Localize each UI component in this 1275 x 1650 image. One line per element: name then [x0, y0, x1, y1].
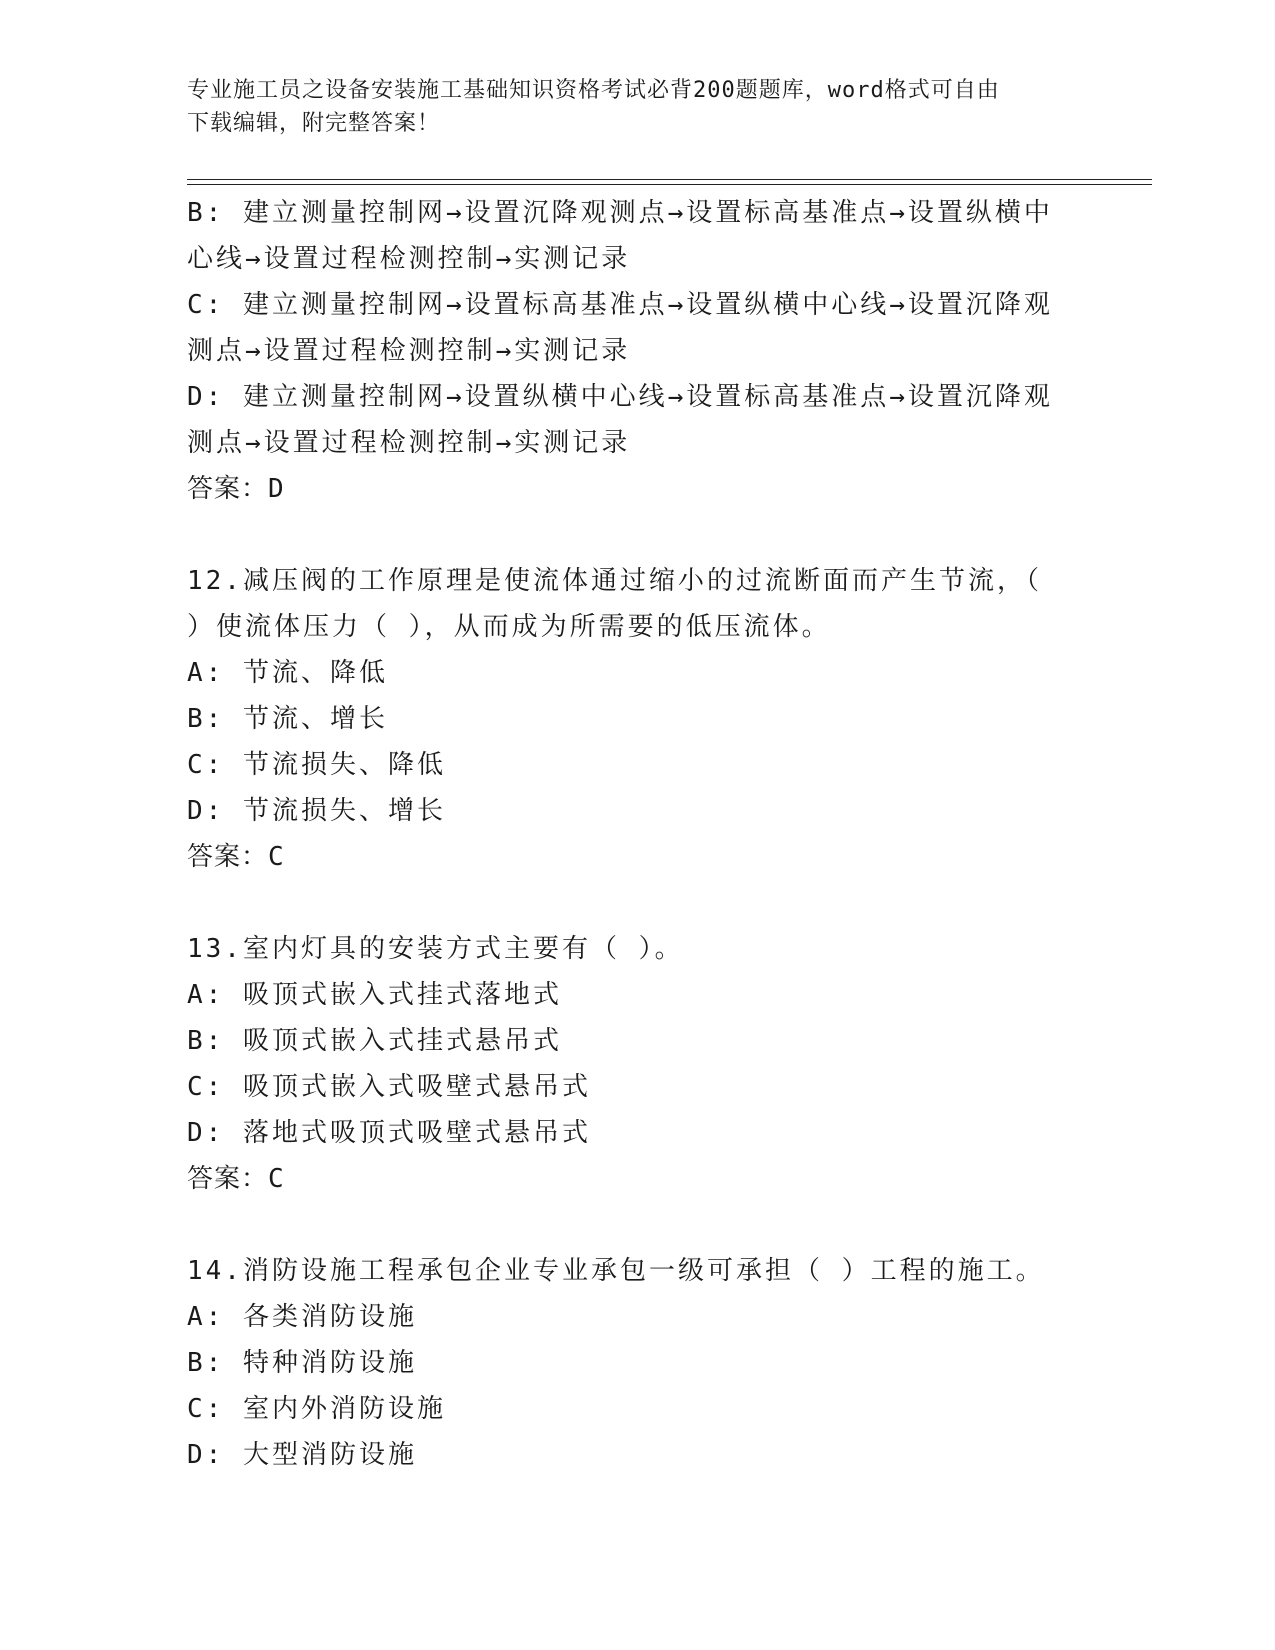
q13-option-b: B: 吸顶式嵌入式挂式悬吊式 [187, 1026, 562, 1056]
q12-option-c: C: 节流损失、降低 [187, 750, 446, 780]
q14-option-b: B: 特种消防设施 [187, 1348, 417, 1378]
spacer [187, 1202, 1087, 1248]
header-line-1: 专业施工员之设备安装施工基础知识资格考试必背200题题库，word格式可自由 [187, 78, 1000, 103]
header-rule-bottom [187, 184, 1152, 185]
q11-option-d-line-1: D: 建立测量控制网→设置纵横中心线→设置标高基准点→设置沉降观 [187, 382, 1053, 412]
q12-stem-line-2: ）使流体压力（ ），从而成为所需要的低压流体。 [187, 612, 831, 642]
q14-stem: 14.消防设施工程承包企业专业承包一级可承担（ ）工程的施工。 [187, 1256, 1045, 1286]
q13-answer: 答案：C [187, 1164, 285, 1194]
question-14 [187, 1248, 1087, 1478]
header-rule-top [187, 179, 1152, 180]
q14-option-a: A: 各类消防设施 [187, 1302, 417, 1332]
spacer [187, 880, 1087, 926]
document-header [187, 74, 1087, 140]
question-content [187, 190, 1087, 1478]
q12-option-a: A: 节流、降低 [187, 658, 388, 688]
q11-option-b-line-1: B: 建立测量控制网→设置沉降观测点→设置标高基准点→设置纵横中 [187, 198, 1053, 228]
q13-option-c: C: 吸顶式嵌入式吸壁式悬吊式 [187, 1072, 591, 1102]
question-12 [187, 558, 1087, 880]
question-13 [187, 926, 1087, 1202]
q12-option-b: B: 节流、增长 [187, 704, 388, 734]
q12-option-d: D: 节流损失、增长 [187, 796, 446, 826]
q11-option-b-line-2: 心线→设置过程检测控制→实测记录 [187, 244, 631, 274]
q11-answer: 答案：D [187, 474, 285, 504]
q11-option-c-line-1: C: 建立测量控制网→设置标高基准点→设置纵横中心线→设置沉降观 [187, 290, 1053, 320]
q11-option-c-line-2: 测点→设置过程检测控制→实测记录 [187, 336, 631, 366]
q11-option-d-line-2: 测点→设置过程检测控制→实测记录 [187, 428, 631, 458]
q12-answer: 答案：C [187, 842, 285, 872]
q13-stem: 13.室内灯具的安装方式主要有（ ）。 [187, 934, 684, 964]
q14-option-c: C: 室内外消防设施 [187, 1394, 446, 1424]
question-11 [187, 190, 1087, 512]
header-line-2: 下载编辑，附完整答案！ [187, 111, 441, 136]
q14-option-d: D: 大型消防设施 [187, 1440, 417, 1470]
q13-option-d: D: 落地式吸顶式吸壁式悬吊式 [187, 1118, 591, 1148]
q13-option-a: A: 吸顶式嵌入式挂式落地式 [187, 980, 562, 1010]
q12-stem-line-1: 12.减压阀的工作原理是使流体通过缩小的过流断面而产生节流，（ [187, 566, 1042, 596]
spacer [187, 512, 1087, 558]
